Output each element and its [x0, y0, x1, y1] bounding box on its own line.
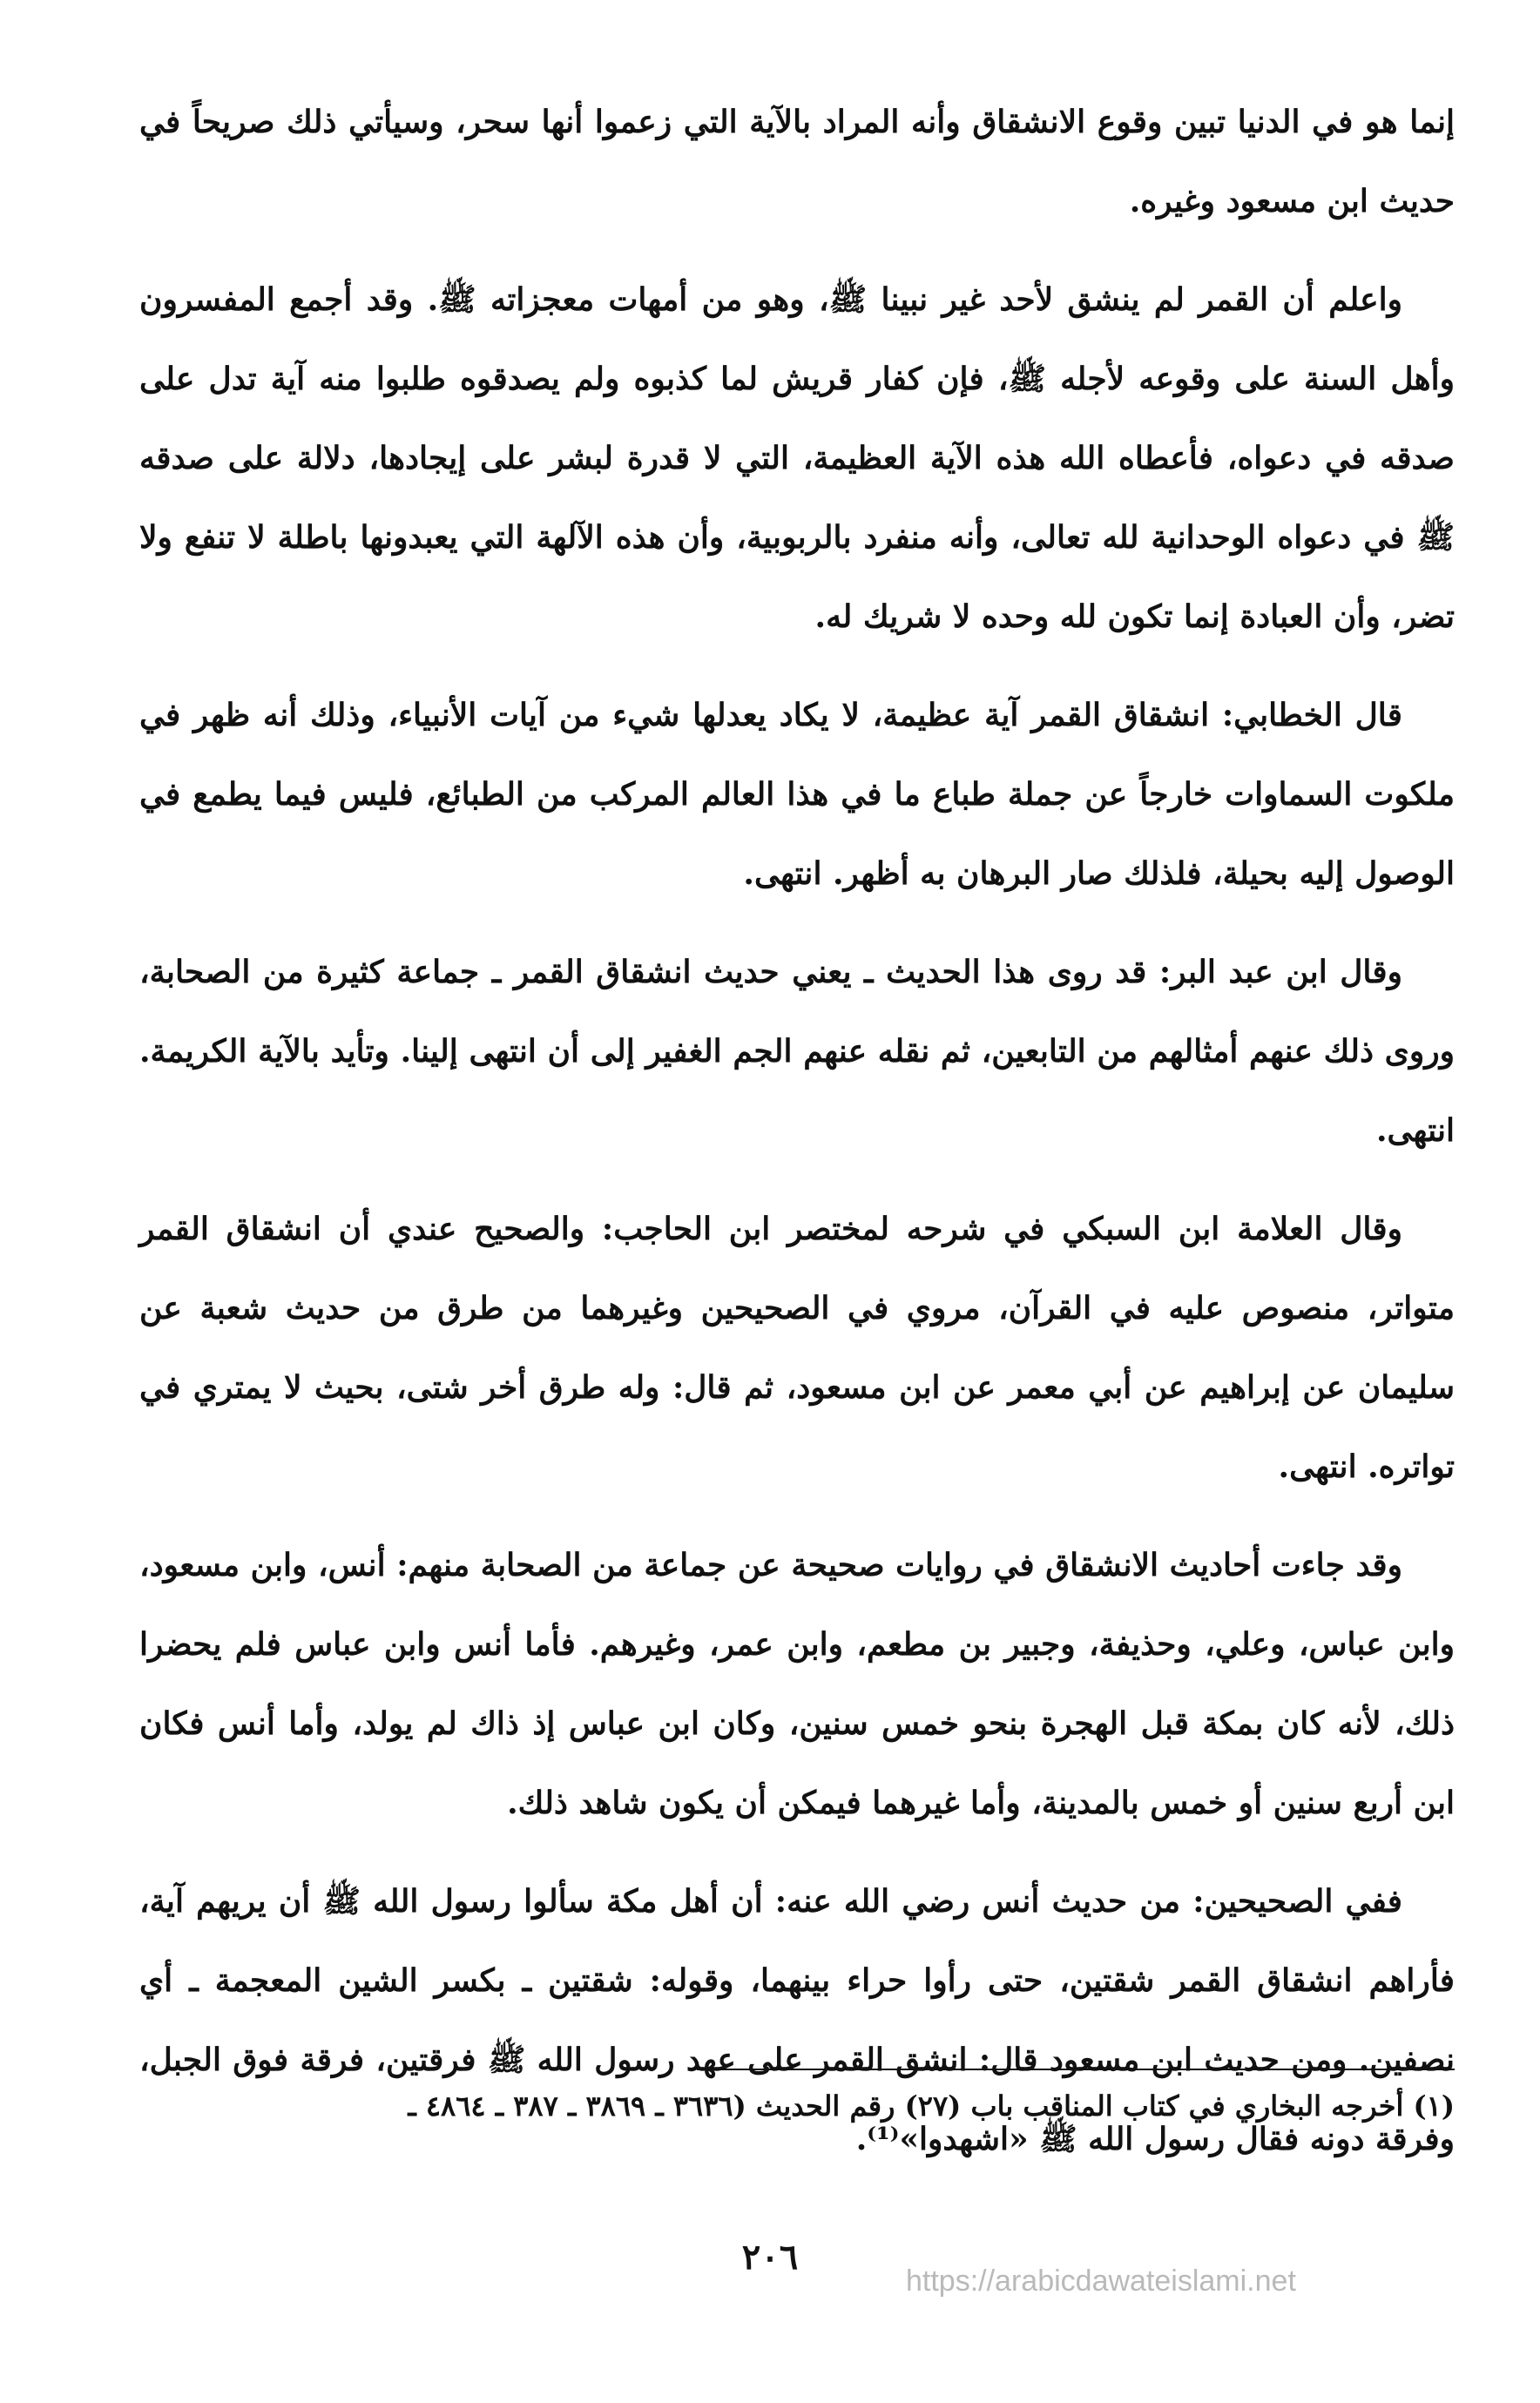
paragraph-2: واعلم أن القمر لم ينشق لأحد غير نبينا ﷺ، وهو من أمهات معجزاته ﷺ. وقد أجمع المفسرون وأهل السنة على وقوعه لأجله ﷺ، فإن كفار قريش لما كذبوه ولم يصدقوه طلبوا منه آية تدل على صدقه في دعواه، فأعطاه الله هذه الآية العظيمة، التي لا قدرة لبشر على إيجادها، دلالة على صدقه ﷺ في دعواه الوحدانية لله تعالى، وأنه منفرد بالربوبية، وأن هذه الآلهة التي يعبدونها باطلة لا تنفع ولا تضر، وأن العبادة إنما تكون لله وحده لا شريك له. [139, 281, 1455, 635]
paragraph-5: وقال العلامة ابن السبكي في شرحه لمختصر ابن الحاجب: والصحيح عندي أن انشقاق القمر متواتر، منصوص عليه في القرآن، مروي في الصحيحين وغيرهما من طرق من حديث شعبة عن سليمان عن إبراهيم عن أبي معمر عن ابن مسعود، ثم قال: وله طرق أخر شتى، بحيث لا يمتري في تواتره. انتهى. [139, 1211, 1455, 1485]
paragraph-3: قال الخطابي: انشقاق القمر آية عظيمة، لا يكاد يعدلها شيء من آيات الأنبياء، وذلك أنه ظهر في ملكوت السماوات خارجاً عن جملة طباع ما في هذا العالم المركب من الطبائع، فليس فيما يطمع في الوصول إليه بحيلة، فلذلك صار البرهان به أظهر. انتهى. [139, 697, 1455, 892]
paragraph-1: إنما هو في الدنيا تبين وقوع الانشقاق وأنه المراد بالآية التي زعموا أنها سحر، وسيأتي ذلك صريحاً في حديث ابن مسعود وغيره. [139, 104, 1455, 219]
paragraph-4: وقال ابن عبد البر: قد روى هذا الحديث ـ يعني حديث انشقاق القمر ـ جماعة كثيرة من الصحابة، وروى ذلك عنهم أمثالهم من التابعين، ثم نقله عنهم الجم الغفير إلى أن انتهى إلينا. وتأيد بالآية الكريمة. انتهى. [139, 954, 1455, 1149]
footnote-separator [697, 2069, 1455, 2070]
paragraph-6: وقد جاءت أحاديث الانشقاق في روايات صحيحة عن جماعة من الصحابة منهم: أنس، وابن مسعود، وابن عباس، وعلي، وحذيفة، وجبير بن مطعم، وابن عمر، وغيرهم. فأما أنس وابن عباس فلم يحضرا ذلك، لأنه كان بمكة قبل الهجرة بنحو خمس سنين، وكان ابن عباس إذ ذاك لم يولد، وأما أنس فكان ابن أربع سنين أو خمس بالمدينة، وأما غيرهما فيمكن أن يكون شاهد ذلك. [139, 1547, 1456, 1821]
footnote: (١) أخرجه البخاري في كتاب المناقب باب (٢٧) رقم الحديث (٣٦٣٦ ـ ٣٨٦٩ ـ ٣٨٧ ـ ٤٨٦٤ ـ [408, 2089, 1455, 2123]
watermark-url: https://arabicdawateislami.net [906, 2265, 1296, 2298]
page-number: ٢٠٦ [741, 2237, 799, 2278]
paragraph-7: ففي الصحيحين: من حديث أنس رضي الله عنه: أن أهل مكة سألوا رسول الله ﷺ أن يريهم آية، فأراهم انشقاق القمر شقتين، حتى رأوا حراء بينهما، وقوله: شقتين ـ بكسر الشين المعجمة ـ أي نصفين. ومن حديث ابن مسعود قال: انشق القمر على عهد رسول الله ﷺ فرقتين، فرقة فوق الجبل، وفرقة دونه فقال رسول الله ﷺ «اشهدوا»⁽¹⁾. [139, 1883, 1455, 2157]
main-text [139, 83, 1455, 2179]
